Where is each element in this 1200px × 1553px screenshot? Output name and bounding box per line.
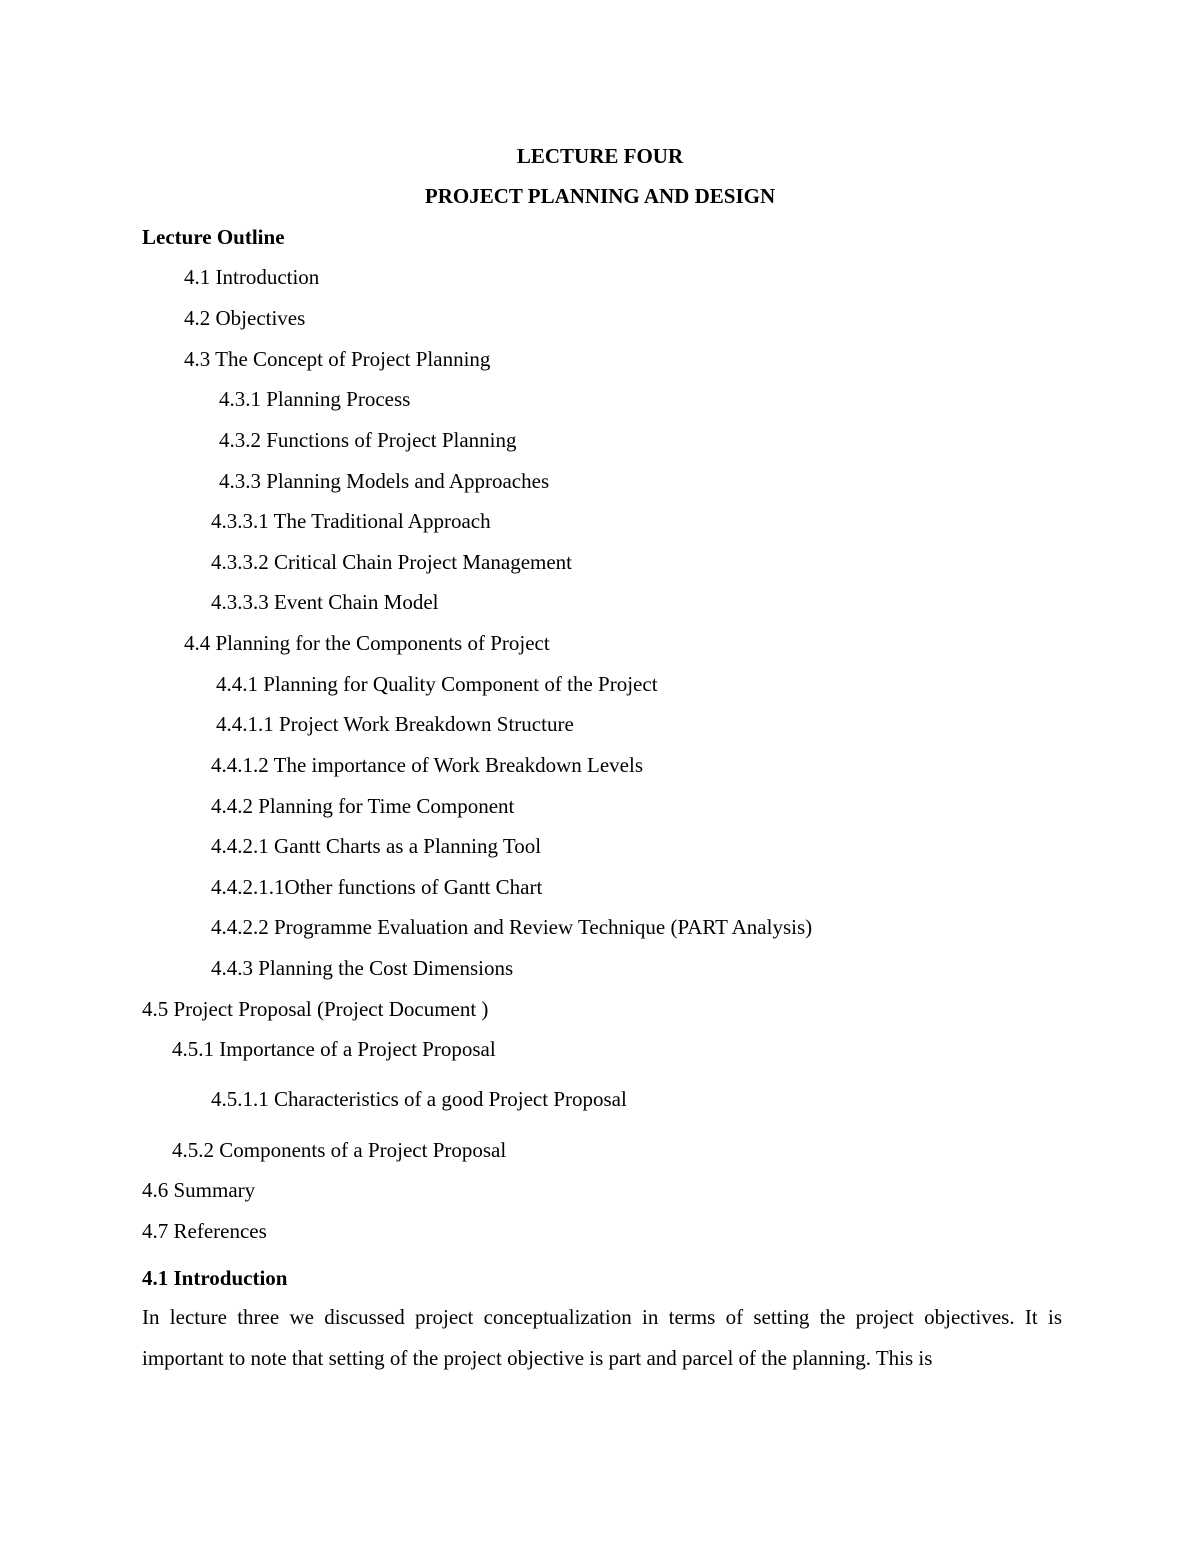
outline-item: 4.3.3.2 Critical Chain Project Management xyxy=(211,550,572,574)
outline-item: 4.6 Summary xyxy=(142,1178,256,1202)
outline-item: 4.4.2.1 Gantt Charts as a Planning Tool xyxy=(211,834,542,858)
outline-item: 4.5.1.1 Characteristics of a good Project Proposal xyxy=(211,1087,627,1111)
outline-item: 4.3 The Concept of Project Planning xyxy=(184,347,491,371)
outline-item: 4.4.2.2 Programme Evaluation and Review Technique (PART Analysis) xyxy=(211,915,813,939)
outline-item: 4.4.3 Planning the Cost Dimensions xyxy=(211,956,514,980)
outline-item: 4.3.1 Planning Process xyxy=(219,387,411,411)
outline-item: 4.4.2.1.1Other functions of Gantt Chart xyxy=(211,875,543,899)
outline-item: 4.4.2 Planning for Time Component xyxy=(211,794,515,818)
outline-item: 4.3.3.3 Event Chain Model xyxy=(211,590,439,614)
outline-item: 4.1 Introduction xyxy=(184,265,320,289)
outline-item: 4.7 References xyxy=(142,1219,267,1243)
outline-item: 4.4 Planning for the Components of Project xyxy=(184,631,550,655)
outline-item: 4.5.2 Components of a Project Proposal xyxy=(172,1138,507,1162)
outline-item: 4.3.3.1 The Traditional Approach xyxy=(211,509,491,533)
outline-item: 4.4.1.2 The importance of Work Breakdown Levels xyxy=(211,753,644,777)
outline-item: 4.2 Objectives xyxy=(184,306,306,330)
outline-item: 4.3.2 Functions of Project Planning xyxy=(219,428,517,452)
section-heading: 4.1 Introduction xyxy=(142,1266,288,1290)
outline-item: 4.4.1.1 Project Work Breakdown Structure xyxy=(216,712,574,736)
outline-item: 4.5.1 Importance of a Project Proposal xyxy=(172,1037,496,1061)
outline-item: 4.5 Project Proposal (Project Document ) xyxy=(142,997,489,1021)
section-paragraph: In lecture three we discussed project conceptualization in terms of setting the project objectives. It is important to note that setting of the project objective is part and parcel of the planning. This is xyxy=(142,1305,1062,1370)
outline-item: 4.4.1 Planning for Quality Component of the Project xyxy=(216,672,658,696)
lecture-subtitle: PROJECT PLANNING AND DESIGN xyxy=(424,184,776,208)
outline-item: 4.3.3 Planning Models and Approaches xyxy=(219,469,550,493)
outline-heading: Lecture Outline xyxy=(142,225,285,249)
lecture-title: LECTURE FOUR xyxy=(516,144,684,168)
